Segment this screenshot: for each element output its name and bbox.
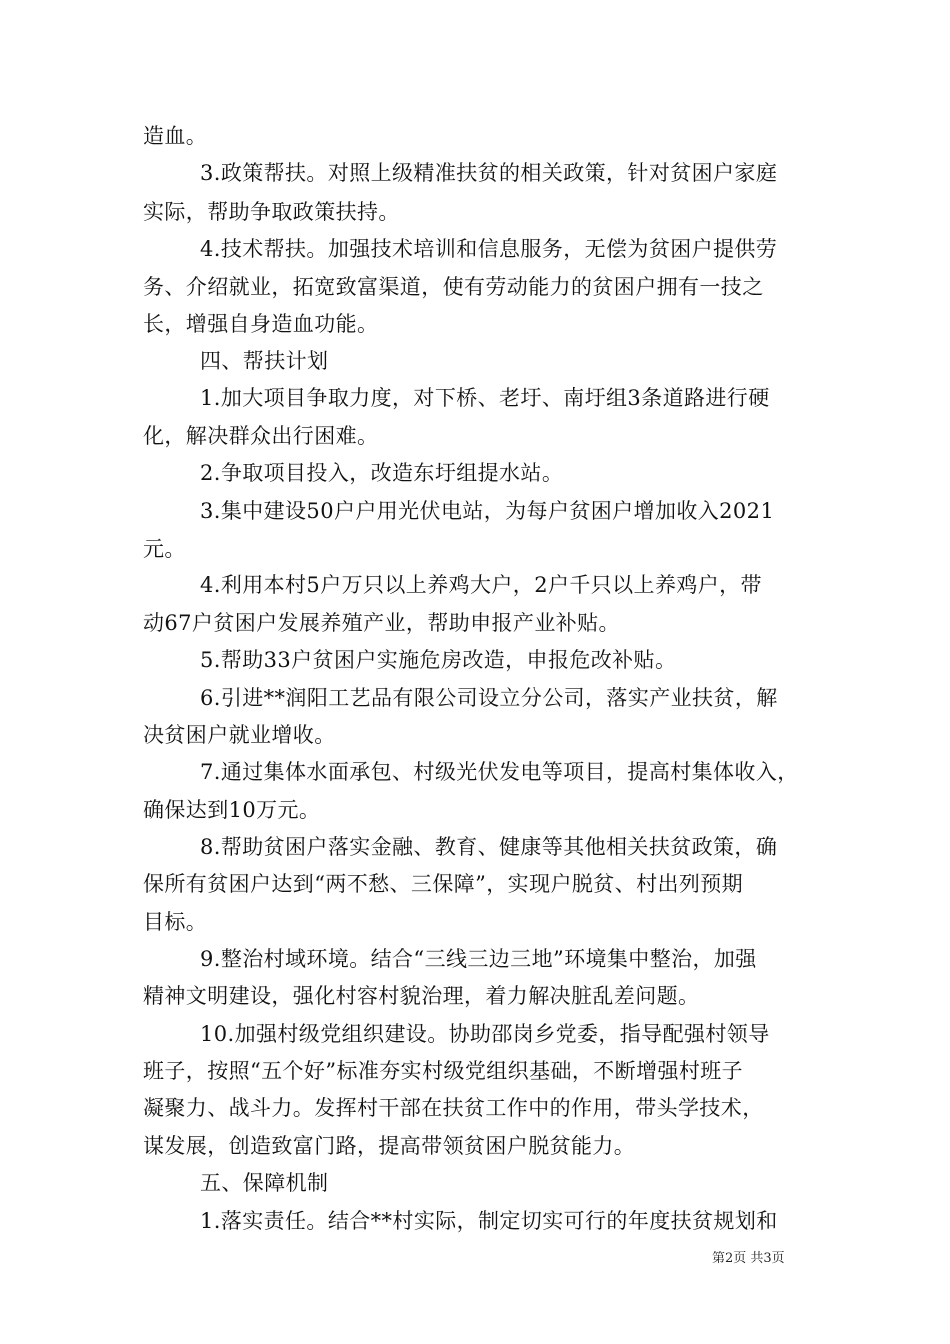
text-line: 3.政策帮扶。对照上级精准扶贫的相关政策，针对贫困户家庭 bbox=[200, 161, 778, 185]
text-line: 2.争取项目投入，改造东圩组提水站。 bbox=[200, 461, 564, 485]
text-line: 6.引进**润阳工艺品有限公司设立分公司，落实产业扶贫，解 bbox=[200, 686, 778, 710]
text-line: 动67户贫困户发展养殖产业，帮助申报产业补贴。 bbox=[143, 611, 620, 635]
page-number-footer: 第2页 共3页 bbox=[712, 1251, 785, 1266]
text-line: 确保达到10万元。 bbox=[143, 798, 321, 822]
text-line: 4.技术帮扶。加强技术培训和信息服务，无偿为贫困户提供劳 bbox=[200, 237, 778, 261]
text-line: 决贫困户就业增收。 bbox=[143, 723, 336, 747]
text-line: 班子，按照“五个好”标准夯实村级党组织基础，不断增强村班子 bbox=[143, 1059, 744, 1083]
text-line: 1.加大项目争取力度，对下桥、老圩、南圩组3条道路进行硬 bbox=[200, 386, 770, 410]
text-line: 9.整治村域环境。结合“三线三边三地”环境集中整治，加强 bbox=[200, 947, 757, 971]
text-line: 造血。 bbox=[143, 124, 208, 148]
section-heading: 五、保障机制 bbox=[200, 1171, 329, 1195]
text-line: 3.集中建设50户户用光伏电站，为每户贫困户增加收入2021 bbox=[200, 499, 775, 523]
text-line: 4.利用本村5户万只以上养鸡大户，2户千只以上养鸡户，带 bbox=[200, 573, 762, 597]
text-line: 实际，帮助争取政策扶持。 bbox=[143, 200, 400, 224]
text-line: 5.帮助33户贫困户实施危房改造，申报危改补贴。 bbox=[200, 648, 677, 672]
text-line: 8.帮助贫困户落实金融、教育、健康等其他相关扶贫政策，确 bbox=[200, 835, 778, 859]
text-line: 10.加强村级党组织建设。协助邵岗乡党委，指导配强村领导 bbox=[200, 1022, 770, 1046]
text-line: 凝聚力、战斗力。发挥村干部在扶贫工作中的作用，带头学技术， bbox=[143, 1096, 764, 1120]
text-line: 7.通过集体水面承包、村级光伏发电等项目，提高村集体收入， bbox=[200, 760, 799, 784]
text-line: 化，解决群众出行困难。 bbox=[143, 424, 379, 448]
text-line: 谋发展，创造致富门路，提高带领贫困户脱贫能力。 bbox=[143, 1134, 636, 1158]
text-line: 精神文明建设，强化村容村貌治理，着力解决脏乱差问题。 bbox=[143, 984, 700, 1008]
text-line: 保所有贫困户达到“两不愁、三保障”，实现户脱贫、村出列预期 bbox=[143, 872, 744, 896]
text-line: 1.落实责任。结合**村实际，制定切实可行的年度扶贫规划和 bbox=[200, 1209, 778, 1233]
text-line: 长，增强自身造血功能。 bbox=[143, 312, 379, 336]
text-line: 目标。 bbox=[143, 910, 208, 934]
text-line: 务、介绍就业，拓宽致富渠道，使有劳动能力的贫困户拥有一技之 bbox=[143, 275, 764, 299]
section-heading: 四、帮扶计划 bbox=[200, 349, 329, 373]
text-line: 元。 bbox=[143, 537, 186, 561]
